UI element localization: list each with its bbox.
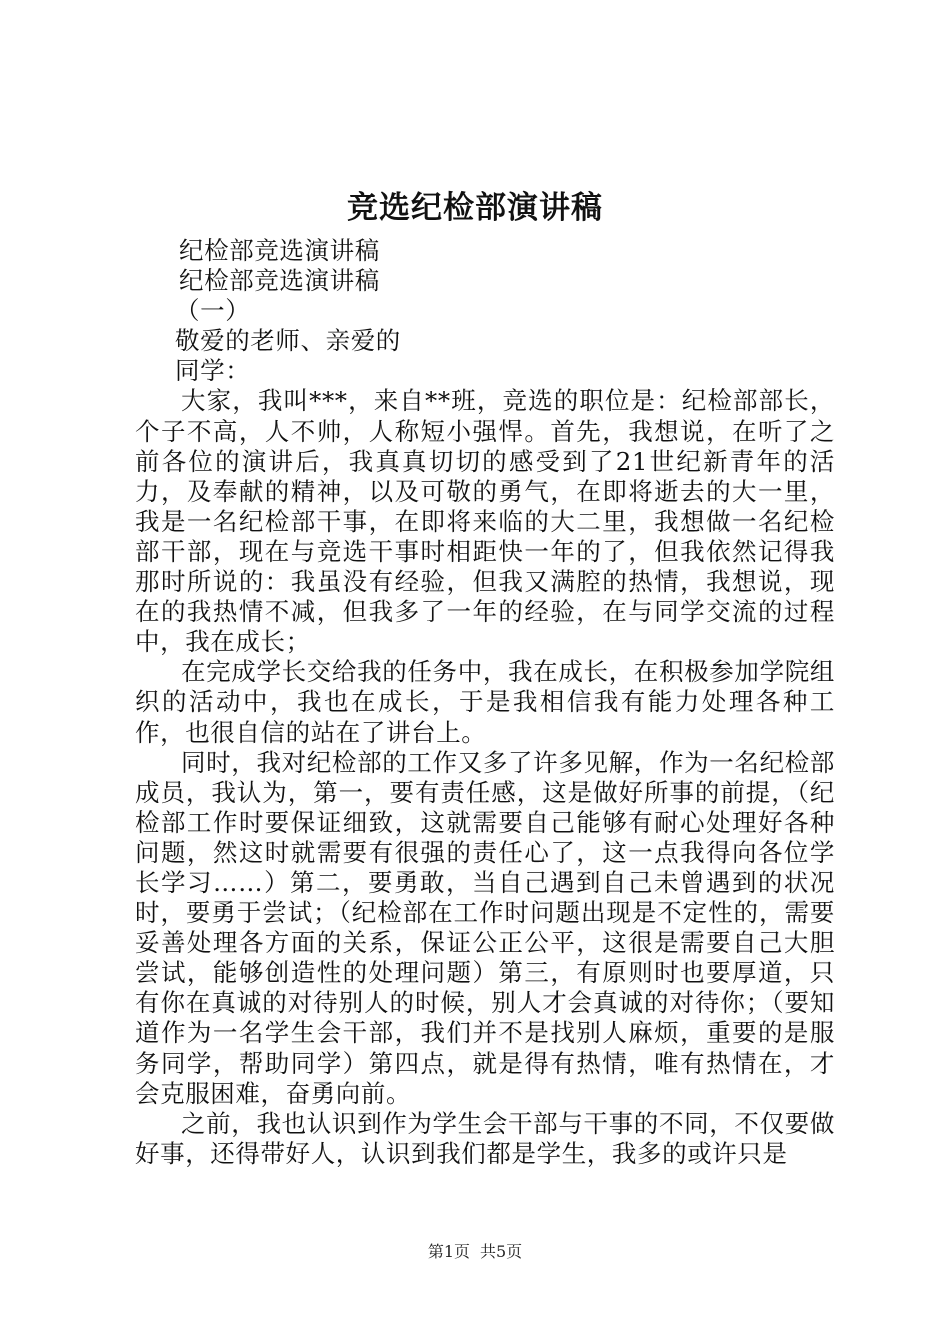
page-number: 第1页 bbox=[427, 1242, 470, 1261]
page-total: 共5页 bbox=[480, 1242, 523, 1261]
document-body bbox=[135, 236, 835, 1169]
subtitle-line: 纪检部竞选演讲稿 bbox=[179, 236, 380, 265]
body-paragraph: 之前，我也认识到作为学生会干部与干事的不同，不仅要做好事，还得带好人，认识到我们都是学生，我多的或许只是 bbox=[135, 1108, 835, 1168]
page-footer bbox=[0, 1240, 950, 1264]
salutation-line: 敬爱的老师、亲爱的 bbox=[175, 326, 401, 356]
body-paragraph: 在完成学长交给我的任务中，我在成长，在积极参加学院组织的活动中，我也在成长，于是我相信我有能力处理各种工作，也很自信的站在了讲台上。 bbox=[135, 657, 835, 747]
body-paragraph: 同时，我对纪检部的工作又多了许多见解，作为一名纪检部成员，我认为，第一，要有责任感，这是做好所事的前提，（纪检部工作时要保证细致，这就需要自己能够有耐心处理好各种问题，然这时就需要有很强的责任心了，这一点我得向各位学长学习……）第二，要勇敢，当自己遇到自己未曾遇到的状况时，要勇于尝试；（纪检部在工作时问题出现是不定性的，需要妥善处理各方面的关系，保证公正公平，这很是需要自己大胆尝试，能够创造性的处理问题）第三，有原则时也要厚道，只有你在真诚的对待别人的时候，别人才会真诚的对待你；（要知道作为一名学生会干部，我们并不是找别人麻烦，重要的是服务同学，帮助同学）第四点，就是得有热情，唯有热情在，才会克服困难，奋勇向前。 bbox=[135, 747, 835, 1108]
salutation-line: 同学： bbox=[175, 356, 251, 386]
document-title: 竞选纪检部演讲稿 bbox=[347, 190, 603, 226]
section-number: （一） bbox=[175, 296, 251, 326]
body-paragraph: 大家，我叫***，来自**班，竞选的职位是：纪检部部长，个子不高，人不帅，人称短小强悍。首先，我想说，在听了之前各位的演讲后，我真真切切的感受到了21世纪新青年的活力，及奉献的精神，以及可敬的勇气，在即将逝去的大一里，我是一名纪检部干事，在即将来临的大二里，我想做一名纪检部干部，现在与竞选干事时相距快一年的了，但我依然记得我那时所说的：我虽没有经验，但我又满腔的热情，我想说，现在的我热情不减，但我多了一年的经验，在与同学交流的过程中，我在成长； bbox=[135, 386, 835, 657]
subtitle-line: 纪检部竞选演讲稿 bbox=[179, 266, 380, 296]
